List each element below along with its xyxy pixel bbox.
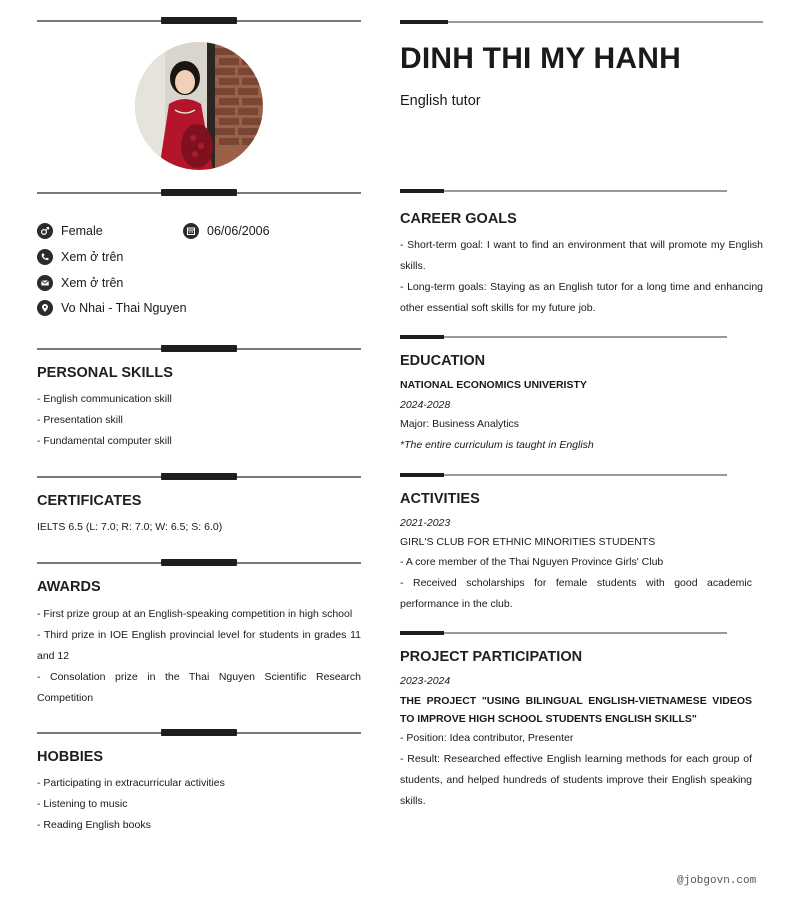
certificates-list xyxy=(37,517,361,538)
education-note: *The entire curriculum is taught in English xyxy=(400,438,594,451)
left-separator-contact xyxy=(37,189,361,197)
activities-list xyxy=(400,552,752,615)
list-item: - Long-term goals: Staying as an English tutor for a long time and enhancing other essential soft skills for my future job. xyxy=(400,281,763,314)
certificates-heading: CERTIFICATES xyxy=(37,493,142,509)
activities-meta xyxy=(400,514,752,552)
education-heading: EDUCATION xyxy=(400,353,486,369)
list-item: - English communication skill xyxy=(37,393,172,405)
contact-birthday xyxy=(183,223,270,239)
education-details xyxy=(400,376,763,455)
avatar xyxy=(135,42,263,170)
list-item: - Participating in extracurricular activities xyxy=(37,777,225,789)
address-value: Vo Nhai - Thai Nguyen xyxy=(61,301,187,315)
list-item: - Fundamental computer skill xyxy=(37,435,172,447)
gender-value: Female xyxy=(61,224,103,238)
left-separator-certificates xyxy=(37,473,361,481)
left-separator-top xyxy=(37,17,361,25)
watermark: @jobgovn.com xyxy=(677,875,757,887)
list-item: - Reading English books xyxy=(37,819,151,831)
left-separator-awards xyxy=(37,559,361,567)
left-separator-skills xyxy=(37,345,361,353)
right-separator-education xyxy=(400,335,727,340)
right-separator-project xyxy=(400,631,727,636)
list-item: - A core member of the Thai Nguyen Province Girls' Club xyxy=(400,556,664,568)
education-major: Major: Business Analytics xyxy=(400,418,520,430)
contact-phone xyxy=(37,249,123,265)
email-value: Xem ở trên xyxy=(61,276,124,290)
email-icon xyxy=(37,275,53,291)
gender-icon xyxy=(37,223,53,239)
list-item: - Result: Researched effective English learning methods for each group of students, and helped hundreds of students improve their English speaking skills. xyxy=(400,753,752,807)
personal-skills-heading: PERSONAL SKILLS xyxy=(37,365,173,381)
list-item: - Third prize in IOE English provincial level for students in grades 11 and 12 xyxy=(37,629,361,662)
list-item: - Presentation skill xyxy=(37,414,123,426)
project-name: THE PROJECT "USING BILINGUAL ENGLISH-VIETNAMESE VIDEOS TO IMPROVE HIGH SCHOOL STUDENTS ENGLISH SKILLS" xyxy=(400,695,752,725)
right-separator-career xyxy=(400,189,727,194)
activities-heading: ACTIVITIES xyxy=(400,491,480,507)
contact-gender xyxy=(37,223,103,239)
list-item: IELTS 6.5 (L: 7.0; R: 7.0; W: 6.5; S: 6.0) xyxy=(37,521,223,533)
list-item: - Listening to music xyxy=(37,798,128,810)
career-goals-list xyxy=(400,235,763,319)
personal-skills-list xyxy=(37,389,361,452)
profile-photo xyxy=(135,42,263,170)
list-item: - Position: Idea contributor, Presenter xyxy=(400,732,574,744)
awards-list xyxy=(37,604,361,709)
list-item: - Received scholarships for female students with good academic performance in the club. xyxy=(400,577,752,610)
hobbies-heading: HOBBIES xyxy=(37,749,104,765)
left-separator-hobbies xyxy=(37,729,361,737)
list-item: - First prize group at an English-speaking competition in high school xyxy=(37,608,353,620)
school-name: NATIONAL ECONOMICS UNIVERISTY xyxy=(400,379,587,391)
birthday-value: 06/06/2006 xyxy=(207,224,270,238)
list-item: - Short-term goal: I want to find an environment that will promote my English skills. xyxy=(400,239,763,272)
project-heading: PROJECT PARTICIPATION xyxy=(400,649,583,665)
career-goals-heading: CAREER GOALS xyxy=(400,211,517,227)
hobbies-list xyxy=(37,773,361,836)
job-title: English tutor xyxy=(400,93,481,109)
right-separator-top xyxy=(400,20,763,25)
activities-period: 2021-2023 xyxy=(400,517,451,529)
phone-icon xyxy=(37,249,53,265)
awards-heading: AWARDS xyxy=(37,579,101,595)
activities-organization: GIRL'S CLUB FOR ETHNIC MINORITIES STUDENTS xyxy=(400,536,656,548)
list-item: - Consolation prize in the Thai Nguyen Scientific Research Competition xyxy=(37,671,361,704)
project-list xyxy=(400,728,752,812)
education-period: 2024-2028 xyxy=(400,398,451,411)
candidate-name: DINH THI MY HANH xyxy=(400,42,681,75)
location-icon xyxy=(37,300,53,316)
phone-value: Xem ở trên xyxy=(61,250,124,264)
project-period: 2023-2024 xyxy=(400,675,451,687)
calendar-icon xyxy=(183,223,199,239)
contact-address xyxy=(37,300,187,316)
contact-email xyxy=(37,275,123,291)
right-separator-activities xyxy=(400,473,727,478)
